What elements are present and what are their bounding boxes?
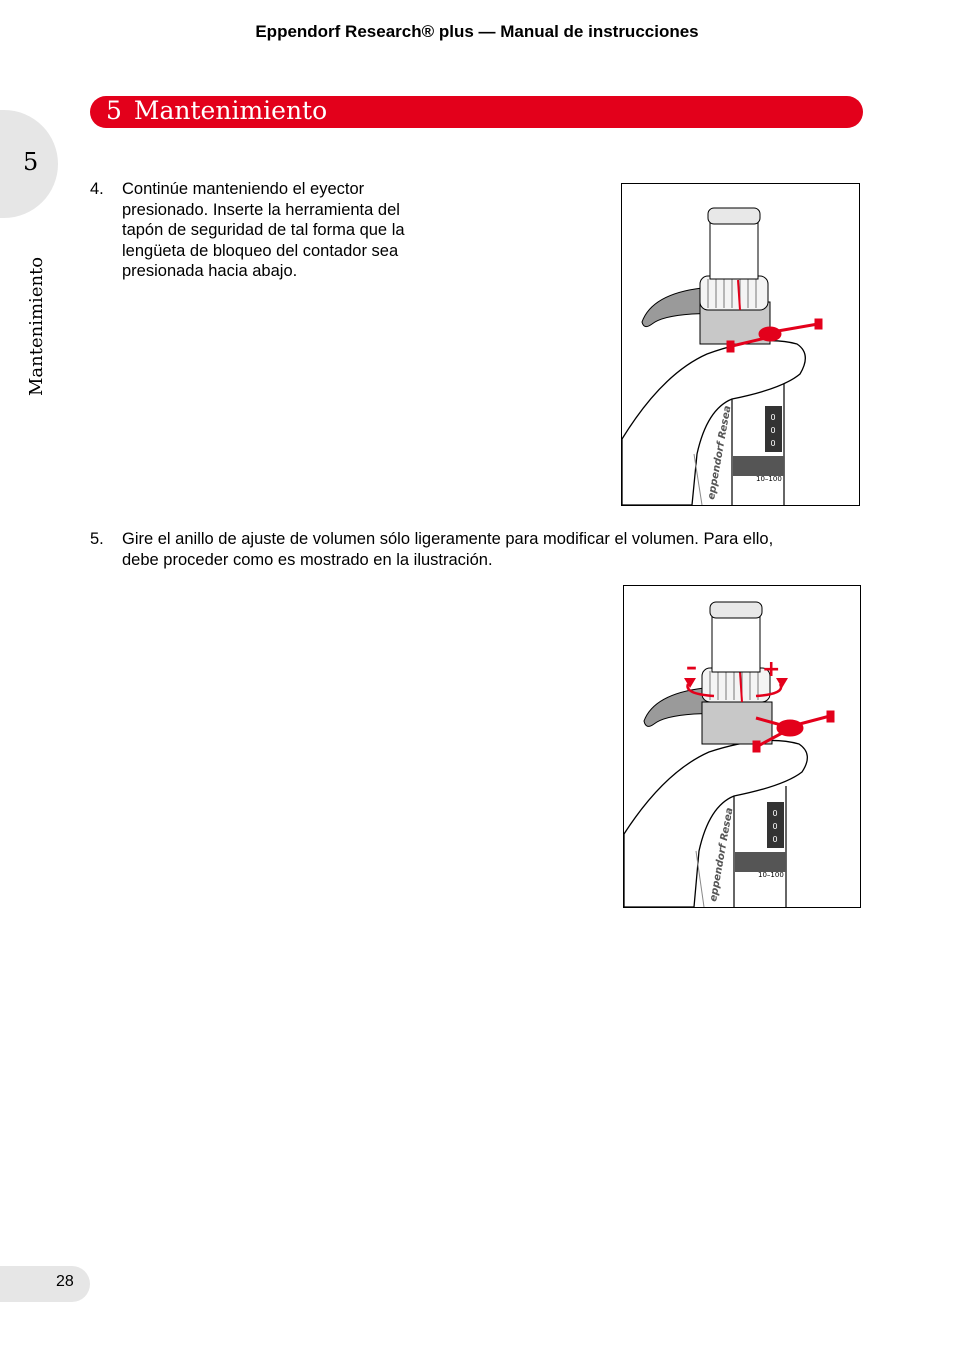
minus-label: –	[686, 655, 697, 680]
step-text-line: Gire el anillo de ajuste de volumen sólo ligeramente para modificar el volumen. Para ello,	[122, 530, 774, 548]
display-digit: 0	[770, 439, 776, 448]
step-text-line: presionado. Inserte la herramienta del	[122, 200, 400, 219]
chapter-number: 5	[106, 96, 122, 125]
display-digit: 0	[770, 413, 776, 422]
figure-turn-ring	[623, 585, 861, 908]
step-number: 4.	[90, 180, 104, 198]
step-text-line: lengüeta de bloqueo del contador sea	[122, 241, 399, 260]
step-text	[122, 529, 773, 570]
step-text-line: tapón de seguridad de tal forma que la	[122, 221, 405, 239]
side-chapter-label: Mantenimiento	[26, 256, 47, 396]
pipette-illustration	[622, 184, 859, 505]
page-number-tab	[0, 1266, 90, 1302]
chapter-title	[106, 96, 327, 126]
page-number: 28	[56, 1273, 74, 1290]
display-digit: 0	[770, 426, 776, 435]
display-digit: 0	[772, 809, 778, 818]
page-header: Eppendorf Research® plus — Manual de instrucciones	[255, 22, 699, 41]
display-digit: 0	[772, 835, 778, 844]
display-digit: 0	[772, 822, 778, 831]
brand-label: eppendorf Resea	[708, 806, 736, 903]
side-chapter-number: 5	[23, 148, 39, 176]
pipette-illustration	[624, 586, 860, 907]
volume-range-label: 10–100	[758, 871, 784, 879]
chapter-heading-bar	[90, 96, 863, 128]
step-text-line: presionada hacia abajo.	[122, 262, 298, 280]
step-text-line: debe proceder como es mostrado en la ilustración.	[122, 550, 493, 569]
step-text-line: Continúe manteniendo el eyector	[122, 180, 365, 198]
brand-label: eppendorf Resea	[706, 404, 734, 501]
chapter-title-text: Mantenimiento	[133, 96, 328, 125]
volume-range-label: 10–100	[756, 475, 782, 483]
step-number: 5.	[90, 530, 104, 548]
plus-label: +	[762, 657, 781, 682]
figure-insert-tool	[621, 183, 860, 506]
step-text	[122, 179, 405, 282]
